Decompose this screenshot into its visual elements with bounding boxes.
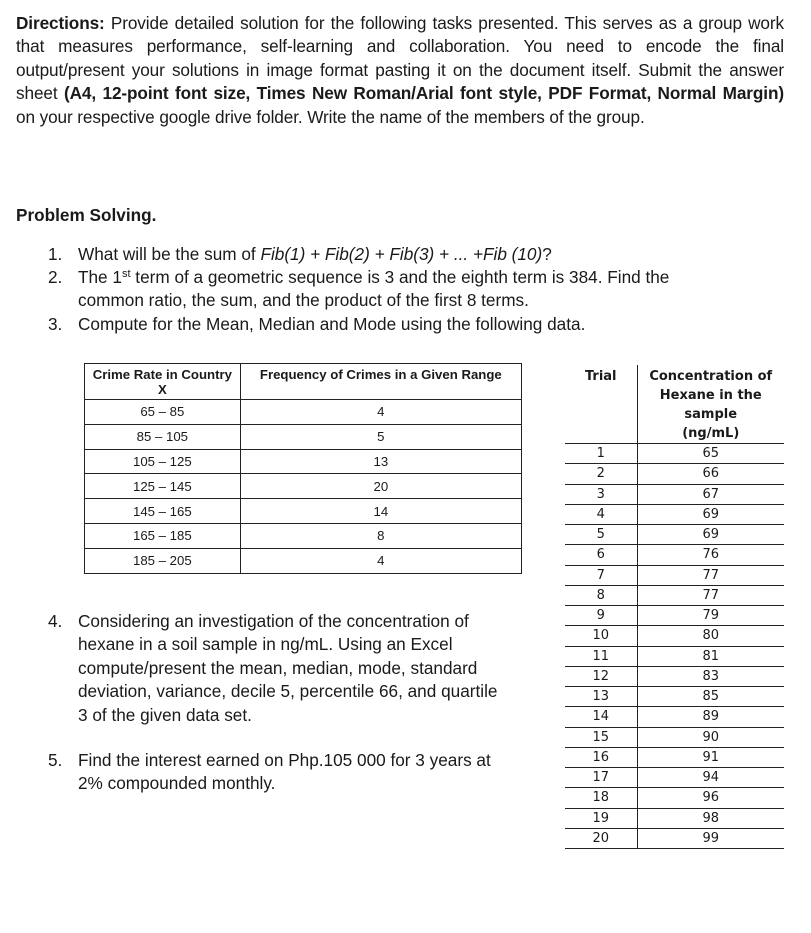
table-row — [85, 474, 522, 499]
table-row — [565, 646, 784, 666]
table-row — [565, 545, 784, 565]
table-cell: 65 — [637, 444, 784, 464]
directions-label: Directions: — [16, 13, 105, 33]
question-1 — [48, 243, 788, 267]
question-number: 5. — [48, 750, 63, 770]
question-text-line: 3 of the given data set. — [78, 704, 252, 725]
table-cell: 7 — [565, 565, 637, 585]
table-cell: 14 — [240, 499, 521, 524]
table-cell: 9 — [565, 606, 637, 626]
table-cell: 91 — [637, 747, 784, 767]
hexane-concentration-table — [565, 365, 784, 849]
table-row — [565, 484, 784, 504]
table-row — [565, 525, 784, 545]
table-cell: 16 — [565, 747, 637, 767]
table-cell: 8 — [240, 523, 521, 548]
question-number: 4. — [48, 611, 63, 631]
table-row — [565, 444, 784, 464]
question-text-line: compute/present the mean, median, mode, standard — [78, 657, 478, 678]
table-cell: 4 — [240, 400, 521, 425]
question-text-line: Considering an investigation of the concentration of — [78, 611, 469, 631]
table-cell: 20 — [240, 474, 521, 499]
table-cell: 13 — [565, 687, 637, 707]
table-cell: 94 — [637, 768, 784, 788]
table-row — [565, 565, 784, 585]
table-row — [565, 585, 784, 605]
question-number: 1. — [48, 244, 63, 264]
table-cell: 67 — [637, 484, 784, 504]
problem-solving-heading: Problem Solving. — [16, 205, 157, 225]
table-cell: 83 — [637, 666, 784, 686]
directions-text-2: on your respective google drive folder. Write the name of the members of the group. — [16, 106, 645, 127]
table-row — [565, 828, 784, 848]
table-cell: 2 — [565, 464, 637, 484]
table-cell: 10 — [565, 626, 637, 646]
column-header-frequency: Frequency of Crimes in a Given Range — [240, 364, 521, 400]
table-cell: 3 — [565, 484, 637, 504]
directions-paragraph — [16, 12, 784, 129]
table-cell: 20 — [565, 828, 637, 848]
table-header-row — [85, 364, 522, 400]
question-text: The 1st term of a geometric sequence is 3 and the eighth term is 384. Find the — [78, 267, 670, 287]
table-header-row — [565, 365, 784, 444]
table-cell: 96 — [637, 788, 784, 808]
table-cell: 77 — [637, 565, 784, 585]
question-text-line: hexane in a soil sample in ng/mL. Using an Excel — [78, 634, 453, 655]
superscript: st — [121, 268, 131, 280]
table-cell: 99 — [637, 828, 784, 848]
column-header-crime-rate: Crime Rate in Country X — [85, 364, 241, 400]
table-cell: 8 — [565, 585, 637, 605]
question-text: What will be the sum of Fib(1) + Fib(2) + Fib(3) + ... +Fib (10)? — [78, 244, 552, 264]
table-cell: 76 — [637, 545, 784, 565]
directions-format-requirements: (A4, 12-point font size, Times New Roman/Arial font style, PDF Format, Normal Margin) — [63, 83, 784, 104]
table-row — [565, 747, 784, 767]
column-header-trial: Trial — [565, 365, 637, 444]
column-header-concentration: Concentration of Hexane in the sample (ng/mL) — [637, 365, 784, 444]
table-row — [85, 449, 522, 474]
fibonacci-formula: Fib(1) + Fib(2) + Fib(3) + ... +Fib (10) — [260, 244, 543, 264]
table-row — [565, 666, 784, 686]
table-cell: 66 — [637, 464, 784, 484]
table-cell: 69 — [637, 525, 784, 545]
table-cell: 85 – 105 — [85, 424, 241, 449]
question-text-line: 2% compounded monthly. — [78, 773, 276, 794]
question-text: Compute for the Mean, Median and Mode using the following data. — [78, 314, 586, 334]
table-cell: 19 — [565, 808, 637, 828]
table-cell: 85 — [637, 687, 784, 707]
table-cell: 5 — [565, 525, 637, 545]
question-text-line: Find the interest earned on Php.105 000 for 3 years at — [78, 750, 491, 770]
question-5 — [48, 749, 548, 797]
table-cell: 77 — [637, 585, 784, 605]
question-number: 3. — [48, 314, 63, 334]
table-cell: 5 — [240, 424, 521, 449]
table-cell: 90 — [637, 727, 784, 747]
question-text-line-2: common ratio, the sum, and the product of the first 8 terms. — [78, 290, 529, 311]
table-row — [565, 788, 784, 808]
table-cell: 125 – 145 — [85, 474, 241, 499]
table-row — [565, 727, 784, 747]
table-cell: 105 – 125 — [85, 449, 241, 474]
table-cell: 17 — [565, 768, 637, 788]
question-3 — [48, 313, 788, 337]
directions-text-1: Provide detailed solution for the following tasks presented. This serves as a group work that measures performance, self-learning and collaboration. You need to encode the final output/present your solutions in image format pasting it on the document itself. Submit the answer sheet — [16, 13, 784, 104]
table-row — [565, 504, 784, 524]
table-row — [85, 523, 522, 548]
table-cell: 185 – 205 — [85, 548, 241, 573]
table-row — [565, 768, 784, 788]
table-cell: 145 – 165 — [85, 499, 241, 524]
table-row — [565, 464, 784, 484]
table-cell: 6 — [565, 545, 637, 565]
table-cell: 4 — [240, 548, 521, 573]
table-cell: 165 – 185 — [85, 523, 241, 548]
table-cell: 11 — [565, 646, 637, 666]
table-cell: 69 — [637, 504, 784, 524]
table-row — [85, 400, 522, 425]
table-row — [565, 808, 784, 828]
table-cell: 18 — [565, 788, 637, 808]
table-row — [85, 548, 522, 573]
table-cell: 65 – 85 — [85, 400, 241, 425]
crime-rate-table — [84, 363, 522, 574]
table-cell: 4 — [565, 504, 637, 524]
question-number: 2. — [48, 267, 63, 287]
question-4 — [48, 610, 548, 728]
table-cell: 80 — [637, 626, 784, 646]
table-cell: 79 — [637, 606, 784, 626]
table-row — [85, 424, 522, 449]
question-text-line: deviation, variance, decile 5, percentile 66, and quartile — [78, 681, 498, 702]
table-row — [85, 499, 522, 524]
table-row — [565, 606, 784, 626]
table-cell: 13 — [240, 449, 521, 474]
table-cell: 14 — [565, 707, 637, 727]
table-cell: 81 — [637, 646, 784, 666]
table-row — [565, 626, 784, 646]
table-cell: 1 — [565, 444, 637, 464]
table-row — [565, 707, 784, 727]
table-cell: 98 — [637, 808, 784, 828]
table-cell: 89 — [637, 707, 784, 727]
table-cell: 12 — [565, 666, 637, 686]
question-2 — [48, 266, 788, 314]
table-row — [565, 687, 784, 707]
table-cell: 15 — [565, 727, 637, 747]
